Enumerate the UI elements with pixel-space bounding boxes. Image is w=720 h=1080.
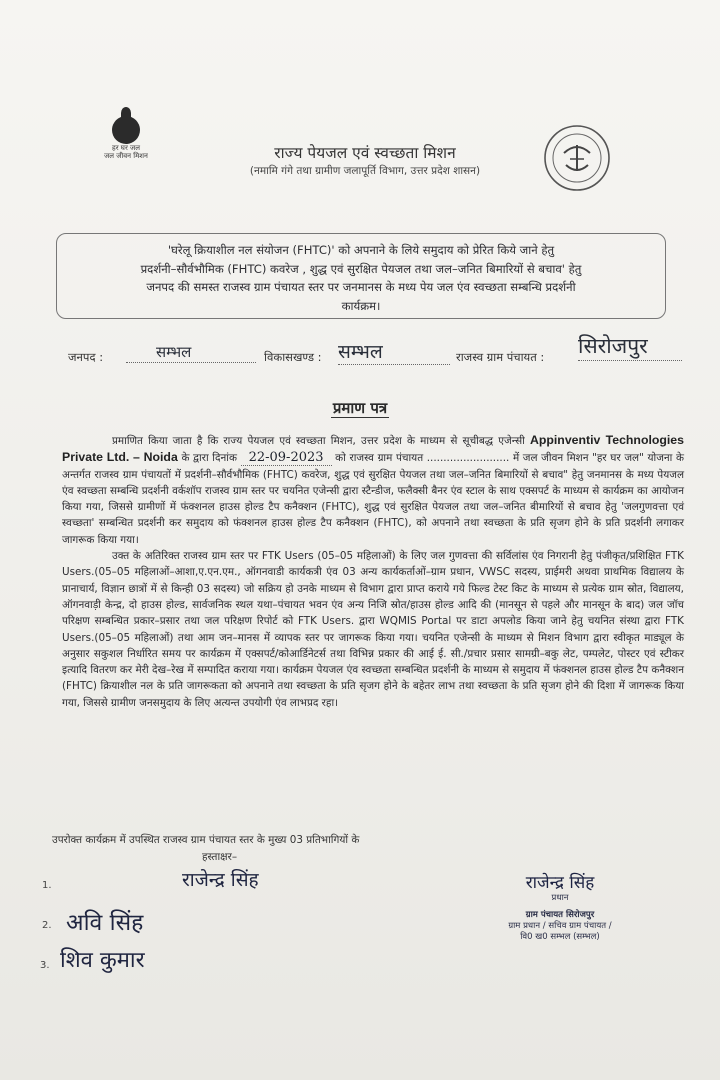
participant-signature: अवि सिंह: [66, 910, 144, 936]
certificate-title-text: प्रमाण पत्र: [332, 399, 388, 417]
up-government-seal-icon: [542, 123, 612, 193]
pradhan-signature-block: [470, 870, 650, 943]
logo-text-line-1: हर घर जल: [112, 144, 140, 152]
water-drop-icon: [112, 116, 140, 144]
p1-body: को राजस्व ग्राम पंचायत ......................... में जल जीवन मिशन "हर घर जल" योजना के अन्तर्गत राजस्व ग्राम पंचायतों में प्रदर्शनी–सौर्वभौमिक (FHTC) कवरेज, शुद्ध एवं सुरक्षित पेयजल तथा जल–जनित बिमारियों से बचाव" हेतु जनमानस के मध्य पेयजल एंव स्वच्छता सम्बन्धि प्रदर्शनी वर्कशॉप राजस्व ग्राम स्तर पर चयनित एजेन्सी द्वारा स्टैन्डीज, फलैक्सी बैनर एंव स्टाल के साथ एक्सपर्ट के माध्यम से कार्यक्रम का आयोजन किया गया, जिससे ग्रामीणों में फंक्शनल हाउस होल्ड टैप कनैक्शन (FHTC), शुद्ध एवं सुरक्षित पेयजल तथा जल–जनित बीमारियों से बचाव हेतु 'जलगुणवत्ता एवं स्वच्छता' सम्बन्धित प्रदर्शनी कर समुदाय को फंक्शनल हाउस होल्ड टैप कनैक्शन (FHTC), को अपनाने तथा स्वच्छता के प्रति सृजग होने के प्रति प्रदर्शनी लगाकर जागरूक किया गया।: [62, 452, 684, 546]
paragraph-1: [62, 432, 684, 548]
subject-box: [56, 233, 666, 319]
subject-line: जनपद की समस्त राजस्व ग्राम पंचायत स्तर पर जनमानस के मध्य पेय जल एंव स्वच्छता सम्बन्धि प्रदर्शनी: [146, 280, 576, 294]
jal-jeevan-mission-logo: [88, 116, 164, 176]
participant-signature-top: राजेन्द्र सिंह: [182, 869, 259, 891]
certificate-title: [0, 398, 720, 418]
district-label: जनपद :: [68, 350, 104, 364]
subject-line: प्रदर्शनी–सौर्वभौमिक (FHTC) कवरेज , शुद्ध एवं सुरक्षित पेयजल तथा जल–जनित बिमारियों से बचाव' हेतु: [140, 261, 582, 276]
panchayat-value: सिरोजपुर: [578, 332, 682, 361]
subject-line: कार्यक्रम।: [341, 298, 381, 313]
stamp-line: ग्राम प्रधान / सचिव ग्राम पंचायत /: [508, 921, 612, 931]
block-value: सम्भल: [338, 338, 450, 365]
pradhan-signature: राजेन्द्र सिंह: [525, 873, 595, 893]
stamp-line: वि0 ख0 सम्भल (सम्भल): [520, 932, 600, 942]
program-date: 22-09-2023: [241, 450, 332, 466]
participant-signature: शिव कुमार: [60, 948, 145, 973]
department-subtitle: (नमामि गंगे तथा ग्रामीण जलापूर्ति विभाग, उत्तर प्रदेश शासन): [249, 165, 481, 177]
logo-text-line-2: जल जीवन मिशन: [104, 152, 148, 160]
participant-number: 3.: [40, 960, 50, 971]
agency-name: Appinventiv Technologies Private Ltd. – Noida: [62, 433, 684, 465]
stamp-line: ग्राम पंचायत सिरोजपुर: [525, 910, 595, 920]
signature-label: हस्ताक्षर–: [202, 851, 238, 863]
block-label: विकासखण्ड :: [264, 350, 322, 364]
mission-title: राज्य पेयजल एवं स्वच्छता मिशन: [274, 144, 456, 162]
district-value: सम्भल: [126, 342, 256, 363]
panchayat-label: राजस्व ग्राम पंचायत :: [456, 350, 545, 364]
participant-number: 1.: [42, 880, 52, 891]
location-fields: [68, 334, 688, 382]
paragraph-2: उक्त के अतिरिक्त राजस्व ग्राम स्तर पर FTK Users (05–05 महिलाओं) के लिए जल गुणवत्ता की सर्विलांस एंव निगरानी हेतु पंजीकृत/प्रशिक्षित FTK Users.(05–05 महिलाओं–आशा,ए.एन.एम., ऑगनवाडी कार्यकत्री एंव 03 अन्य कार्यकर्ताओं–ग्राम प्रधान, VWSC सदस्य, प्राईमरी अथवा प्राथमिक विद्यालय के प्रानाचार्य, विज्ञान छात्रों में से किन्ही 03 सदस्य) जो सक्रिय हो उनके माध्यम से विभाग द्वारा प्राप्त कराये गये फिल्ड टेस्ट किट के माध्यम से प्रत्येक ग्राम स्रोत, विद्यालय, ऑगनवाड़ी केन्द्र, दो हाउस होल्ड, सार्वजनिक स्थल यथा–पंचायत भवन एंव अन्य निजि स्रोत/हाउस होल्ड आदि की (मानसून से पहले और मानसून के बाद) जल जॉच परिक्षण सम्बन्धित प्रकार–प्रसार तथा जल परिक्षण रिपोर्ट को FTK Users. द्वारा WQMIS Portal पर डाटा अपलोड किया जाने हेतु चयनित संस्था द्वारा FTK Users.(05–05 महिलाओं) तथा आम जन–मानस में व्यापक स्तर पर जागरूक किया गया। चयनित एजेन्सी के माध्यम से मिशन विभाग द्वारा स्वीकृत माड्यूल के अनुसार सकुशल निर्धारित समय पर कार्यक्रम में एक्सपर्ट/कोआर्डिनेटर्स तथा विभिन्न प्रकार की आई ई. सी./प्रचार प्रसार सामग्री–बकु लेट, पम्पलेट, पोस्टर एवं स्टीकर इत्यादि वितरण कर मेरी देख–रेख में सम्पादित कराया गया। कार्यक्रम पेयजल एंव स्वच्छता सम्बन्धित प्रदर्शनी के माध्यम से समुदाय में फंक्शनल हाउस होल्ड टैप कनैक्शन (FHTC) क्रियाशील नल के प्रति जागरूकता को अपनाने तथा स्वच्छता के प्रति सृजग होने के बहेतर लाभ तथा स्वच्छता के प्रति सृजग होने की दिशा में जागरूक किया गया, जिससे ग्रामीण जनसमुदाय के लिए अत्यन्त उपयोगी एंव लाभप्रद रहा।: [62, 550, 684, 709]
subject-line: 'घरेलू क्रियाशील नल संयोजन (FHTC)' को अपनाने के लिये समुदाय को प्रेरित किये जाने हेतु: [167, 243, 555, 257]
p1-date-label: के द्वारा दिनांक: [181, 452, 237, 465]
certificate-body: [62, 432, 684, 711]
p1-intro: प्रमाणित किया जाता है कि राज्य पेयजल एवं स्वच्छता मिशन, उत्तर प्रदेश के माध्यम से सूचीबद्ध एजेन्सी: [112, 435, 525, 447]
participant-number: 2.: [42, 920, 52, 931]
pradhan-title: प्रधान: [551, 893, 569, 903]
signatures-intro: उपरोक्त कार्यक्रम में उपस्थित राजस्व ग्राम पंचायत स्तर के मुख्य 03 प्रतिभागियों के: [52, 834, 360, 846]
